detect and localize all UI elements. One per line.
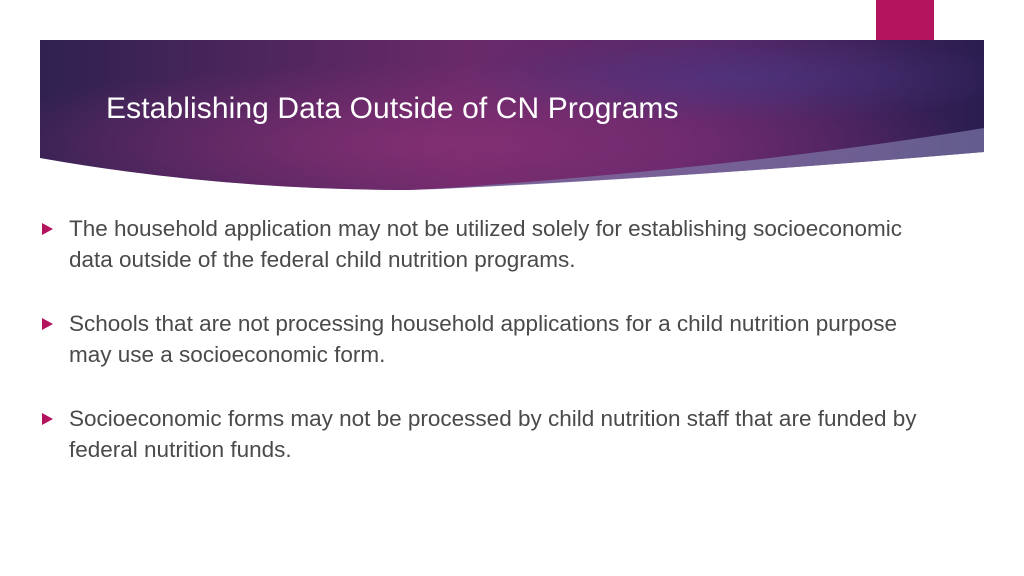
bullet-text: Socioeconomic forms may not be processed by child nutrition staff that are funded by federal nutrition funds. (69, 406, 917, 462)
triangle-bullet-icon (42, 223, 53, 235)
triangle-bullet-icon (42, 413, 53, 425)
slide-title: Establishing Data Outside of CN Programs (106, 92, 679, 125)
triangle-bullet-icon (42, 318, 53, 330)
bullet-item (40, 308, 940, 370)
bullet-item (40, 213, 940, 275)
bullet-list (40, 213, 940, 498)
bullet-text: The household application may not be utilized solely for establishing socioeconomic data outside of the federal child nutrition programs. (69, 216, 902, 272)
bullet-item (40, 403, 940, 465)
bullet-text: Schools that are not processing household applications for a child nutrition purpose may use a socioeconomic form. (69, 311, 898, 367)
